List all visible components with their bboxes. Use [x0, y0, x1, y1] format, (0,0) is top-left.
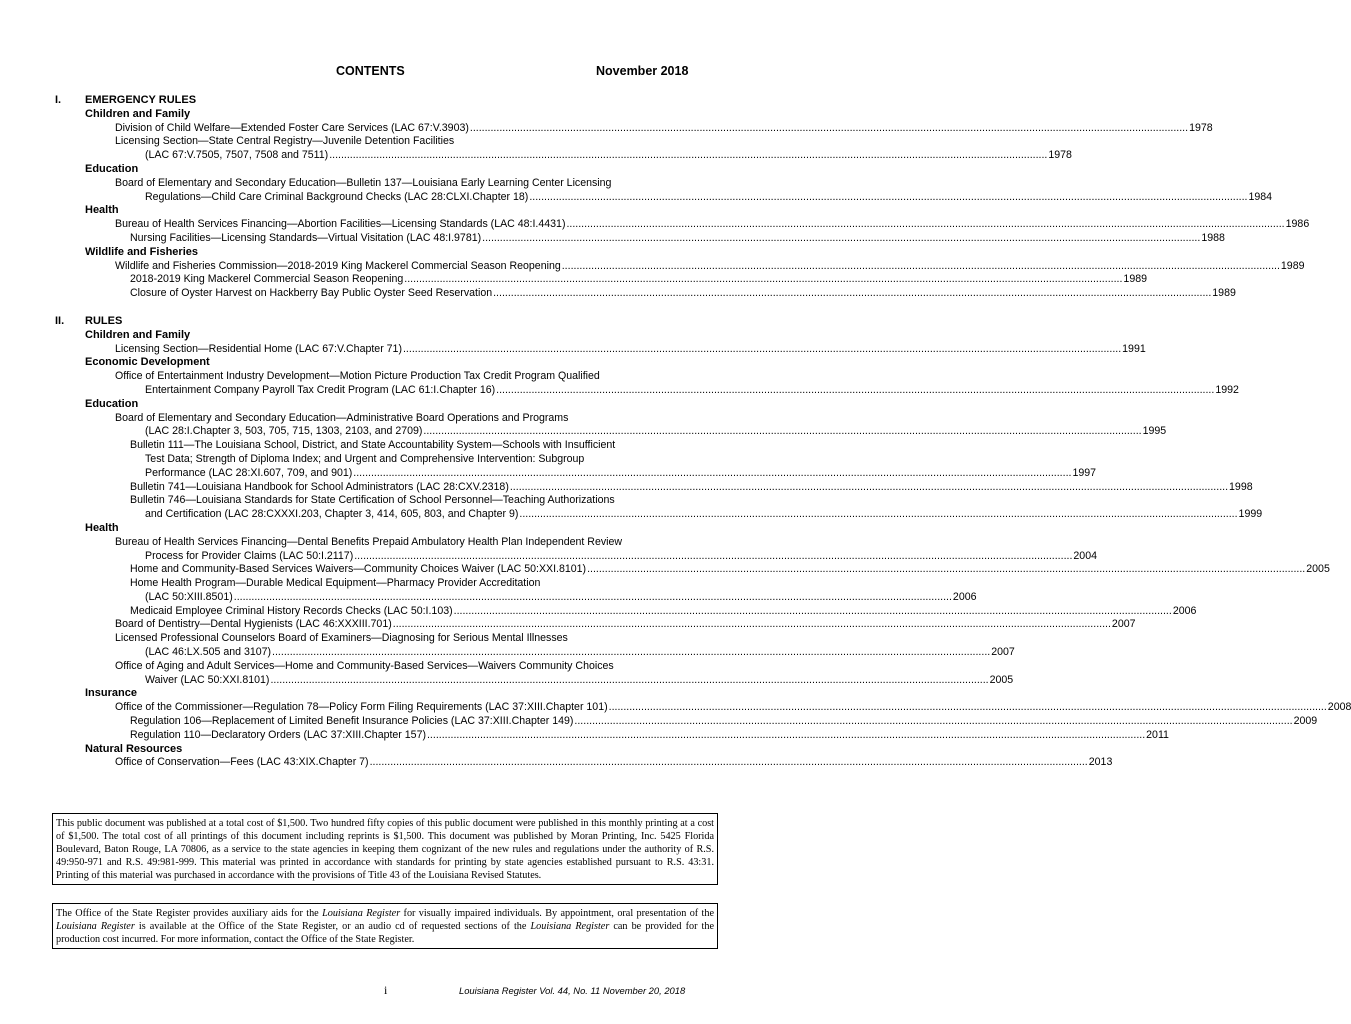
entry-title: Regulation 110—Declaratory Orders (LAC 37:XIII.Chapter 157) [130, 728, 426, 741]
entry-title: Wildlife and Fisheries Commission—2018-2019 King Mackerel Commercial Season Reopening [115, 259, 561, 272]
toc-entry [0, 218, 1310, 232]
entry-title: Office of Conservation—Fees (LAC 43:XIX.Chapter 7) [115, 756, 369, 769]
entry-title: (LAC 46:LX.505 and 3107) [145, 646, 272, 659]
page-ref: 2005 [1306, 563, 1330, 576]
entry-last-line [130, 508, 1263, 522]
entry-text-line: Bulletin 111—The Louisiana School, District, and State Accountability System—Schools with Insufficient [130, 439, 616, 452]
entry-last-line [115, 673, 1014, 688]
toc-entry [0, 411, 1167, 440]
entry-title: Entertainment Company Payroll Tax Credit Program (LAC 61:I.Chapter 16) [145, 383, 496, 396]
entry-last-line [130, 715, 1318, 729]
entry-last-line [115, 121, 1213, 136]
entry-last-line [130, 604, 1197, 619]
dot-leader [353, 467, 1071, 479]
dot-leader [574, 715, 1292, 727]
entry-title: and Certification (LAC 28:CXXXI.203, Chapter 3, 414, 605, 803, and Chapter 9) [145, 508, 519, 521]
page-ref: 1988 [1201, 231, 1225, 244]
aids-notice-text-4: can be provided for the production cost incurred. For more information, contact the Office of the State Register. [56, 921, 714, 945]
toc-entry [0, 535, 1097, 564]
entry-last-line [115, 342, 1146, 357]
entry-last-line [115, 618, 1136, 632]
entry-last-line [130, 273, 1147, 287]
page-ref: 2011 [1146, 728, 1169, 741]
page-ref: 2009 [1293, 715, 1318, 728]
toc-entry [0, 618, 1136, 632]
department-heading: Children and Family [85, 107, 191, 120]
aids-notice-register-3: Louisiana Register [530, 921, 610, 932]
entry-last-line [115, 549, 1097, 564]
entry-text-line: Test Data; Strength of Diploma Index; and Urgent and Comprehensive Intervention: Subgroup [145, 452, 585, 465]
page-ref: 2006 [1172, 604, 1197, 617]
page-ref: 1989 [1212, 287, 1236, 300]
toc-entry [0, 494, 1263, 522]
entry-title: Board of Dentistry—Dental Hygienists (LAC 46:XXXIII.701) [115, 618, 392, 631]
entry-last-line [130, 480, 1253, 495]
page-ref: 1998 [1229, 480, 1253, 493]
dot-leader [272, 646, 990, 658]
entry-title: (LAC 67:V.7505, 7507, 7508 and 7511) [145, 149, 329, 162]
entry-last-line [115, 425, 1167, 439]
toc-entry [0, 273, 1147, 287]
entry-last-line [130, 466, 1097, 481]
entry-title: (LAC 50:XIII.8501) [145, 590, 233, 603]
toc-entry [0, 121, 1213, 136]
toc-entry [0, 715, 1318, 729]
toc-entry [0, 135, 1072, 163]
entry-title: Regulation 106—Replacement of Limited Benefit Insurance Policies (LAC 37:XIII.Chapter 149) [130, 715, 574, 728]
dot-leader [454, 605, 1172, 617]
entry-title: Home and Community-Based Services Waivers—Community Choices Waiver (LAC 50:XXI.8101) [130, 563, 587, 576]
page-ref: 2006 [952, 590, 977, 603]
toc-entry [0, 370, 1239, 398]
issue-date: November 2018 [596, 64, 689, 78]
entry-title: Division of Child Welfare—Extended Foster Care Services (LAC 67:V.3903) [115, 121, 469, 134]
page-ref: 1978 [1189, 121, 1213, 134]
dot-leader [529, 191, 1247, 203]
cost-notice [52, 813, 718, 885]
entry-title: Office of the Commissioner—Regulation 78—Policy Form Filing Requirements (LAC 37:XIII.Chapter 101) [115, 701, 608, 714]
entry-text-line: Board of Elementary and Secondary Education—Bulletin 137—Louisiana Early Learning Center Licensing [115, 176, 612, 189]
page-ref: 2005 [989, 673, 1014, 686]
department-heading: Economic Development [85, 356, 210, 369]
aids-notice-text-3: is available at the Office of the State Register, or an audio cd of requested sections of the [134, 921, 531, 932]
dot-leader [370, 756, 1088, 768]
entry-last-line [115, 218, 1310, 232]
page-ref: 1989 [1123, 273, 1147, 286]
entry-last-line [130, 231, 1225, 246]
toc-entry [0, 439, 1097, 480]
page-ref: 2008 [1327, 701, 1351, 714]
department-heading: Education [85, 162, 139, 175]
dot-leader [482, 232, 1200, 244]
aids-notice-register-2: Louisiana Register [56, 921, 135, 932]
toc-entry [0, 632, 1015, 660]
dot-leader [423, 425, 1141, 437]
department-heading: Children and Family [85, 328, 191, 341]
page-ref: 1989 [1280, 259, 1305, 272]
page-ref: 1984 [1248, 190, 1273, 203]
page-ref: 1992 [1215, 383, 1239, 396]
entry-title: 2018-2019 King Mackerel Commercial Season Reopening [130, 273, 404, 286]
dot-leader [354, 550, 1072, 562]
section-title: RULES [85, 314, 123, 327]
dot-leader [566, 218, 1284, 230]
contents-title: CONTENTS [336, 64, 405, 78]
page-ref: 1978 [1048, 149, 1072, 162]
publication-info: Louisiana Register Vol. 44, No. 11 November 20, 2018 [459, 985, 686, 996]
dot-leader [403, 343, 1121, 355]
dot-leader [404, 273, 1122, 285]
page-ref: 1991 [1122, 342, 1146, 355]
section-number: I. [55, 94, 62, 106]
entry-title: Nursing Facilities—Licensing Standards—Virtual Visitation (LAC 48:I.9781) [130, 231, 482, 244]
entry-text-line: Bulletin 746—Louisiana Standards for State Certification of School Personnel—Teaching Authorizations [130, 494, 615, 507]
toc-entry [0, 659, 1014, 688]
entry-title: Bureau of Health Services Financing—Abortion Facilities—Licensing Standards (LAC 48:I.4431) [115, 218, 566, 231]
entry-last-line [115, 646, 1015, 660]
page-ref: 2004 [1073, 549, 1097, 562]
aids-notice-text-1: The Office of the State Register provides auxiliary aids for the [56, 908, 323, 919]
entry-title: (LAC 28:I.Chapter 3, 503, 705, 715, 1303, 2103, and 2709) [145, 425, 423, 438]
toc-entry [0, 563, 1330, 577]
aids-notice-text-2: for visually impaired individuals. By appointment, oral presentation of the [400, 908, 715, 919]
table-of-contents [0, 94, 1351, 784]
page-header [0, 64, 770, 80]
page-ref: 1986 [1285, 218, 1310, 231]
entry-last-line [115, 701, 1351, 715]
entry-last-line [130, 728, 1169, 743]
aids-notice [52, 903, 718, 949]
dot-leader [393, 618, 1111, 630]
dot-leader [587, 563, 1305, 575]
entry-title: Performance (LAC 28:XI.607, 709, and 901) [145, 466, 353, 479]
entry-title: Regulations—Child Care Criminal Background Checks (LAC 28:CLXI.Chapter 18) [145, 190, 529, 203]
toc-entry [0, 728, 1169, 743]
entry-text-line: Office of Aging and Adult Services—Home and Community-Based Services—Waivers Community Choices [115, 659, 614, 672]
department-heading: Health [85, 204, 119, 217]
toc-entry [0, 701, 1351, 715]
dot-leader [234, 591, 952, 603]
dot-leader [496, 384, 1214, 396]
toc-entry [0, 604, 1197, 619]
page-number: i [384, 983, 388, 997]
section-title: EMERGENCY RULES [85, 94, 197, 106]
toc-entry [0, 231, 1225, 246]
dot-leader [609, 701, 1327, 713]
entry-title: Medicaid Employee Criminal History Records Checks (LAC 50:I.103) [130, 604, 453, 617]
entry-last-line [115, 756, 1113, 770]
toc-entry [0, 342, 1146, 357]
entry-text-line: Licensing Section—State Central Registry—Juvenile Detention Facilities [115, 135, 455, 148]
entry-last-line [115, 383, 1239, 398]
entry-title: Closure of Oyster Harvest on Hackberry Bay Public Oyster Seed Reservation [130, 287, 493, 300]
entry-last-line [115, 149, 1072, 163]
entry-title: Bulletin 741—Louisiana Handbook for School Administrators (LAC 28:CXV.2318) [130, 480, 509, 493]
dot-leader [493, 287, 1211, 299]
department-heading: Health [85, 521, 119, 534]
dot-leader [562, 260, 1280, 272]
department-heading: Education [85, 397, 139, 410]
toc-section [0, 94, 1310, 301]
toc-entry [0, 577, 977, 605]
entry-last-line [115, 259, 1305, 274]
toc-entry [0, 287, 1236, 301]
section-number: II. [55, 314, 65, 327]
dot-leader [510, 481, 1228, 493]
page-ref: 1995 [1142, 425, 1167, 438]
toc-entry [0, 259, 1305, 274]
dot-leader [329, 149, 1047, 161]
page-ref: 2007 [1111, 618, 1136, 631]
dot-leader [427, 729, 1145, 741]
page-ref: 1999 [1238, 508, 1263, 521]
page-ref: 2013 [1088, 756, 1113, 769]
department-heading: Insurance [85, 687, 137, 700]
toc-entry [0, 756, 1113, 770]
entry-last-line [130, 287, 1236, 301]
entry-last-line [115, 190, 1273, 205]
department-heading: Wildlife and Fisheries [85, 245, 198, 258]
entry-text-line: Board of Elementary and Secondary Education—Administrative Board Operations and Programs [115, 411, 569, 424]
dot-leader [519, 508, 1237, 520]
page-ref: 2007 [991, 646, 1015, 659]
entry-title: Licensing Section—Residential Home (LAC 67:V.Chapter 71) [115, 342, 402, 355]
entry-text-line: Licensed Professional Counselors Board of Examiners—Diagnosing for Serious Mental Illnesses [115, 632, 568, 645]
entry-text-line: Office of Entertainment Industry Development—Motion Picture Production Tax Credit Program Qualified [115, 370, 600, 383]
entry-last-line [130, 563, 1330, 577]
toc-entry [0, 176, 1273, 205]
entry-text-line: Bureau of Health Services Financing—Dental Benefits Prepaid Ambulatory Health Plan Independent Review [115, 535, 623, 548]
entry-title: Waiver (LAC 50:XXI.8101) [145, 673, 270, 686]
entry-title: Process for Provider Claims (LAC 50:I.2117) [145, 549, 354, 562]
dot-leader [270, 674, 988, 686]
dot-leader [470, 122, 1188, 134]
page-ref: 1997 [1072, 466, 1097, 479]
department-heading: Natural Resources [85, 742, 183, 755]
cost-notice-text: This public document was published at a total cost of $1,500. Two hundred fifty copies of this public document were published in this monthly printing at a cost of $1,500. The total cost of all printings of this document including reprints is $1,500. This document was published by Moran Printing, Inc. 5425 Florida Boulevard, Baton Rouge, LA 70806, as a service to the state agencies in keeping them cognizant of the new rules and regulations under the authority of R.S. 49:950-971 and R.S. 49:981-999. This material was printed in accordance with standards for printing by state agencies established pursuant to R.S. 43:31. Printing of this material was purchased in accordance with the provisions of Title 43 of the Louisiana Revised Statutes. [56, 818, 714, 881]
toc-section [0, 314, 1351, 770]
entry-last-line [130, 590, 977, 605]
aids-notice-register-1: Louisiana Register [322, 908, 401, 919]
toc-entry [0, 480, 1253, 495]
entry-text-line: Home Health Program—Durable Medical Equipment—Pharmacy Provider Accreditation [130, 577, 541, 590]
